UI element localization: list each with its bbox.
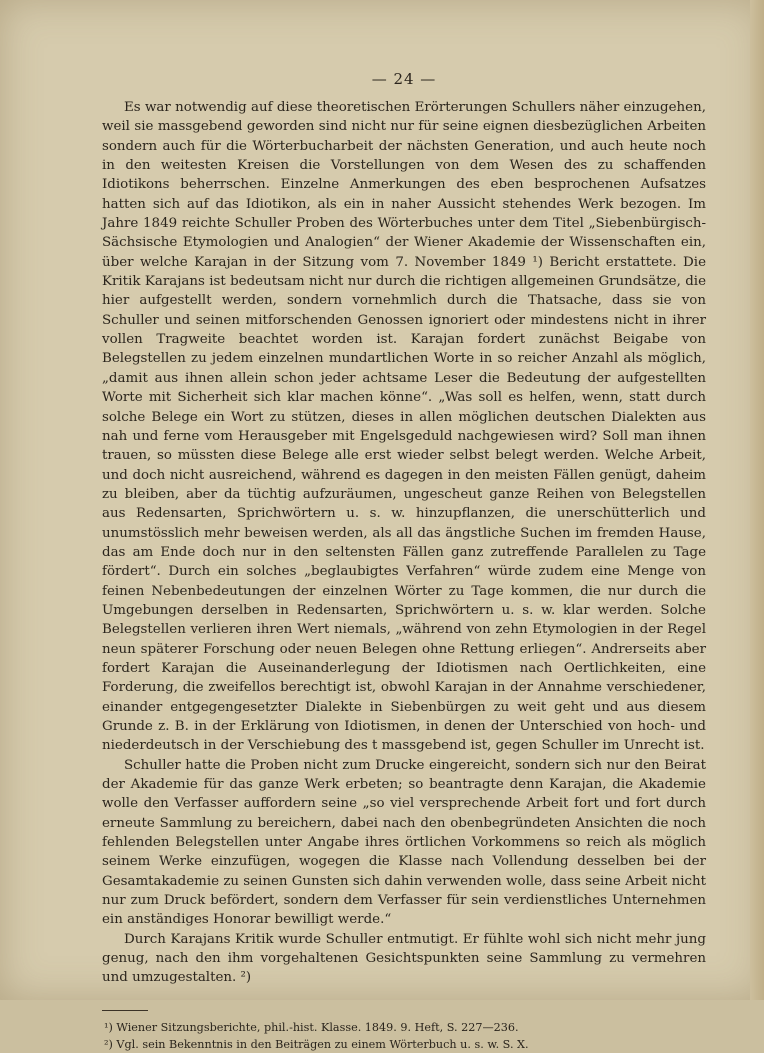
paragraph-2: Schuller hatte die Proben nicht zum Drucke eingereicht, sondern sich nur den Beirat der Akademie für das ganze Werk erbeten; so beantragte denn Karajan, die Akademie wolle den Verfasser auffordern seine „so viel versprechende Arbeit fort und fort durch erneute Sammlung zu bereichern, dabei nach den obenbegründeten Ansichten die noch fehlenden Belegstellen unter Angabe ihres örtlichen Vorkommens so reich als möglich seinem Werke einzufügen, wogegen die Klasse nach Vollendung desselben bei der Gesamtakademie zu seinen Gunsten sich dahin verwenden wolle, dass seine Arbeit nicht nur zum Druck befördert, sondern dem Verfasser für sein verdienstliches Unternehmen ein anständiges Honorar bewilligt werde.“ [102, 757, 706, 928]
page-edge [750, 0, 764, 1000]
footnote-rule [102, 1010, 148, 1011]
text-block [102, 70, 706, 1053]
page-number: — 24 — [371, 70, 437, 88]
footnote-1: ¹) Wiener Sitzungsberichte, phil.-hist. Klasse. 1849. 9. Heft, S. 227—236. [104, 1020, 519, 1034]
paragraph-1: Es war notwendig auf diese theoretischen Erörterungen Schullers näher einzugehen, weil sie massgebend geworden sind nicht nur für seine eignen diesbezüglichen Arbeiten sondern auch für die Wörterbucharbeit der nächsten Generation, und auch heute noch in den weitesten Kreisen die Vorstellungen von dem Wesen des zu schaffenden Idiotikons beherrschen. Einzelne Anmerkungen des eben besprochenen Aufsatzes hatten sich auf das Idiotikon, als ein in naher Aussicht stehendes Werk bezogen. Im Jahre 1849 reichte Schuller Proben des Wörterbuches unter dem Titel „Siebenbürgisch-Sächsische Etymologien und Analogien“ der Wiener Akademie der Wissenschaften ein, über welche Karajan in der Sitzung vom 7. November 1849 ¹) Bericht erstattete. Die Kritik Karajans ist bedeutsam nicht nur durch die richtigen allgemeinen Grundsätze, die hier aufgestellt werden, sondern vornehmlich durch die Thatsache, dass sie von Schuller und seinen mitforschenden Genossen ignoriert oder mindestens nicht in ihrer vollen Tragweite beachtet worden ist. Karajan fordert zunächst Beigabe von Belegstellen zu jedem einzelnen mundartlichen Worte in so reicher Anzahl als möglich, „damit aus ihnen allein schon jeder achtsame Leser die Bedeutung der aufgestellten Worte mit Sicherheit sich klar machen könne“. „Was soll es helfen, wenn, statt durch solche Belege ein Wort zu stützen, dieses in allen möglichen deutschen Dialekten aus nah und ferne vom Herausgeber mit Engelsgeduld nachgewiesen wird? Soll man ihnen trauen, so müssten diese Belege alle erst wieder selbst belegt werden. Welche Arbeit, und doch nicht ausreichend, während es dagegen in den meisten Fällen genügt, daheim zu bleiben, aber da tüchtig aufzuräumen, ungescheut ganze Reihen von Belegstellen aus Redensarten, Sprichwörtern u. s. w. hinzupflanzen, die unerschütterlich und unumstösslich mehr beweisen werden, als all das ängstliche Suchen im fremden Hause, das am Ende doch nur in den seltensten Fällen ganz zutreffende Parallelen zu Tage fördert“. Durch ein solches „beglaubigtes Verfahren“ würde zudem eine Menge von feinen Nebenbedeutungen der einzelnen Wörter zu Tage kommen, die nur durch die Umgebungen derselben in Redensarten, Sprichwörtern u. s. w. klar werden. Solche Belegstellen verlieren ihren Wert niemals, „während von zehn Etymologien in der Regel neun späterer Forschung oder neuen Belegen ohne Rettung erliegen“. Andrerseits aber fordert Karajan die Auseinanderlegung der Idiotismen nach Oertlichkeiten, eine Forderung, die zweifellos berechtigt ist, obwohl Karajan in der Annahme verschiedener, einander entgegengesetzter Dialekte in Siebenbürgen zu weit geht und aus diesem Grunde z. B. in der Erklärung von Idiotismen, in denen der Unterschied von hoch- und niederdeutsch in der Verschiebung des t massgebend ist, gegen Schuller im Unrecht ist. [102, 100, 706, 754]
paragraph-3: Durch Karajans Kritik wurde Schuller entmutigt. Er fühlte wohl sich nicht mehr jung genug, nach den ihm vorgehaltenen Gesichtspunkten seine Sammlung zu vermehren und umzugestalten. ²) [102, 931, 706, 986]
footnote-2: ²) Vgl. sein Bekenntnis in den Beiträgen zu einem Wörterbuch u. s. w. S. X. [104, 1037, 529, 1051]
